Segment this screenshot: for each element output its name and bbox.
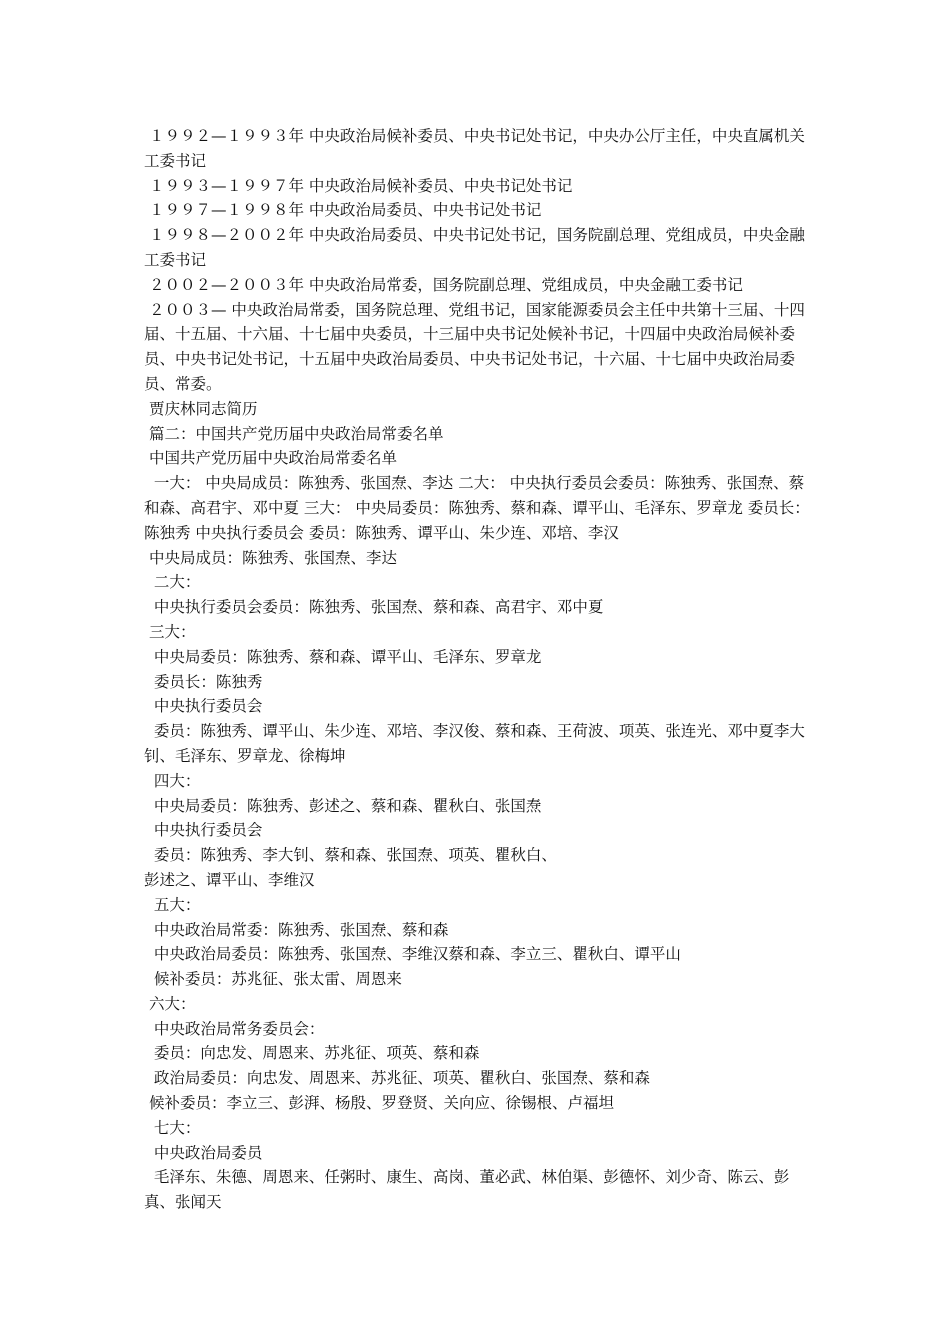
congress-label: 四大： bbox=[144, 771, 201, 790]
text-line: 中央执行委员会 bbox=[144, 697, 263, 716]
text-line: 贾庆林同志简历 bbox=[144, 399, 258, 418]
congress-label: 五大： bbox=[144, 895, 201, 914]
text-line: １９９３—１９９７年 中央政治局候补委员、中央书记处书记 bbox=[144, 176, 573, 195]
text-line: 中央政治局常委：陈独秀、张国焘、蔡和森 bbox=[144, 920, 449, 939]
text-line: 毛泽东、朱德、周恩来、任粥时、康生、高岗、董必武、林伯渠、彭德怀、刘少奇、陈云、彭真、张闻天 bbox=[144, 1168, 790, 1212]
text-line: 中央政治局委员 bbox=[144, 1143, 263, 1162]
document-body bbox=[144, 124, 812, 1215]
congress-label: 七大： bbox=[144, 1118, 201, 1137]
text-line: 候补委员：李立三、彭湃、杨殷、罗登贤、关向应、徐锡根、卢福坦 bbox=[144, 1094, 614, 1113]
text-line: １９９２—１９９３年 中央政治局候补委员、中央书记处书记，中央办公厅主任，中央直属机关工委书记 bbox=[144, 127, 805, 170]
text-line: 委员：陈独秀、谭平山、朱少连、邓培、李汉俊、蔡和森、王荷波、项英、张连光、邓中夏李大钊、毛泽东、罗章龙、徐梅坤 bbox=[144, 722, 805, 765]
text-line: 中央政治局委员：陈独秀、张国焘、李维汉蔡和森、李立三、瞿秋白、谭平山 bbox=[144, 945, 681, 964]
congress-label: 三大： bbox=[144, 622, 196, 641]
text-line: 中央局成员：陈独秀、张国焘、李达 bbox=[144, 548, 397, 567]
text-line: 中央执行委员会委员：陈独秀、张国焘、蔡和森、高君宇、邓中夏 bbox=[144, 598, 604, 617]
text-line: 政治局委员：向忠发、周恩来、苏兆征、项英、瞿秋白、张国焘、蔡和森 bbox=[144, 1069, 650, 1088]
section-title: 中国共产党历届中央政治局常委名单 bbox=[144, 449, 397, 468]
text-line: 中央执行委员会 bbox=[144, 821, 263, 840]
text-line: ２００３— 中央政治局常委，国务院总理、党组书记，国家能源委员会主任中共第十三届、十四届、十五届、十六届、十七届中央委员，十三届中央书记处候补书记，十四届中央政治局候补委员、中央书记处书记，十五届中央政治局委员、中央书记处书记，十六届、十七届中央政治局委员、常委。 bbox=[144, 300, 805, 393]
text-line: 彭述之、谭平山、李维汉 bbox=[144, 870, 315, 889]
text-line: １９９７—１９９８年 中央政治局委员、中央书记处书记 bbox=[144, 201, 542, 220]
text-line: 一大： 中央局成员：陈独秀、张国焘、李达 二大： 中央执行委员会委员：陈独秀、张国焘、蔡和森、高君宇、邓中夏 三大： 中央局委员：陈独秀、蔡和森、谭平山、毛泽东、罗章龙 委员长：陈独秀 中央执行委员会 委员：陈独秀、谭平山、朱少连、邓培、李汉 bbox=[144, 474, 810, 542]
text-line: 中央局委员：陈独秀、蔡和森、谭平山、毛泽东、罗章龙 bbox=[144, 647, 542, 666]
text-line: 委员：陈独秀、李大钊、蔡和森、张国焘、项英、瞿秋白、 bbox=[144, 846, 557, 865]
text-line: 候补委员：苏兆征、张太雷、周恩来 bbox=[144, 970, 402, 989]
congress-label: 二大： bbox=[144, 573, 201, 592]
text-line: 委员：向忠发、周恩来、苏兆征、项英、蔡和森 bbox=[144, 1044, 480, 1063]
text-line: １９９８—２００２年 中央政治局委员、中央书记处书记，国务院副总理、党组成员，中央金融工委书记 bbox=[144, 226, 805, 269]
section-heading: 篇二：中国共产党历届中央政治局常委名单 bbox=[144, 424, 444, 443]
text-line: 中央局委员：陈独秀、彭述之、蔡和森、瞿秋白、张国焘 bbox=[144, 796, 542, 815]
congress-label: 六大： bbox=[144, 994, 196, 1013]
text-line: 中央政治局常务委员会： bbox=[144, 1019, 325, 1038]
text-line: 委员长：陈独秀 bbox=[144, 672, 263, 691]
text-line: ２００２—２００３年 中央政治局常委，国务院副总理、党组成员，中央金融工委书记 bbox=[144, 275, 743, 294]
